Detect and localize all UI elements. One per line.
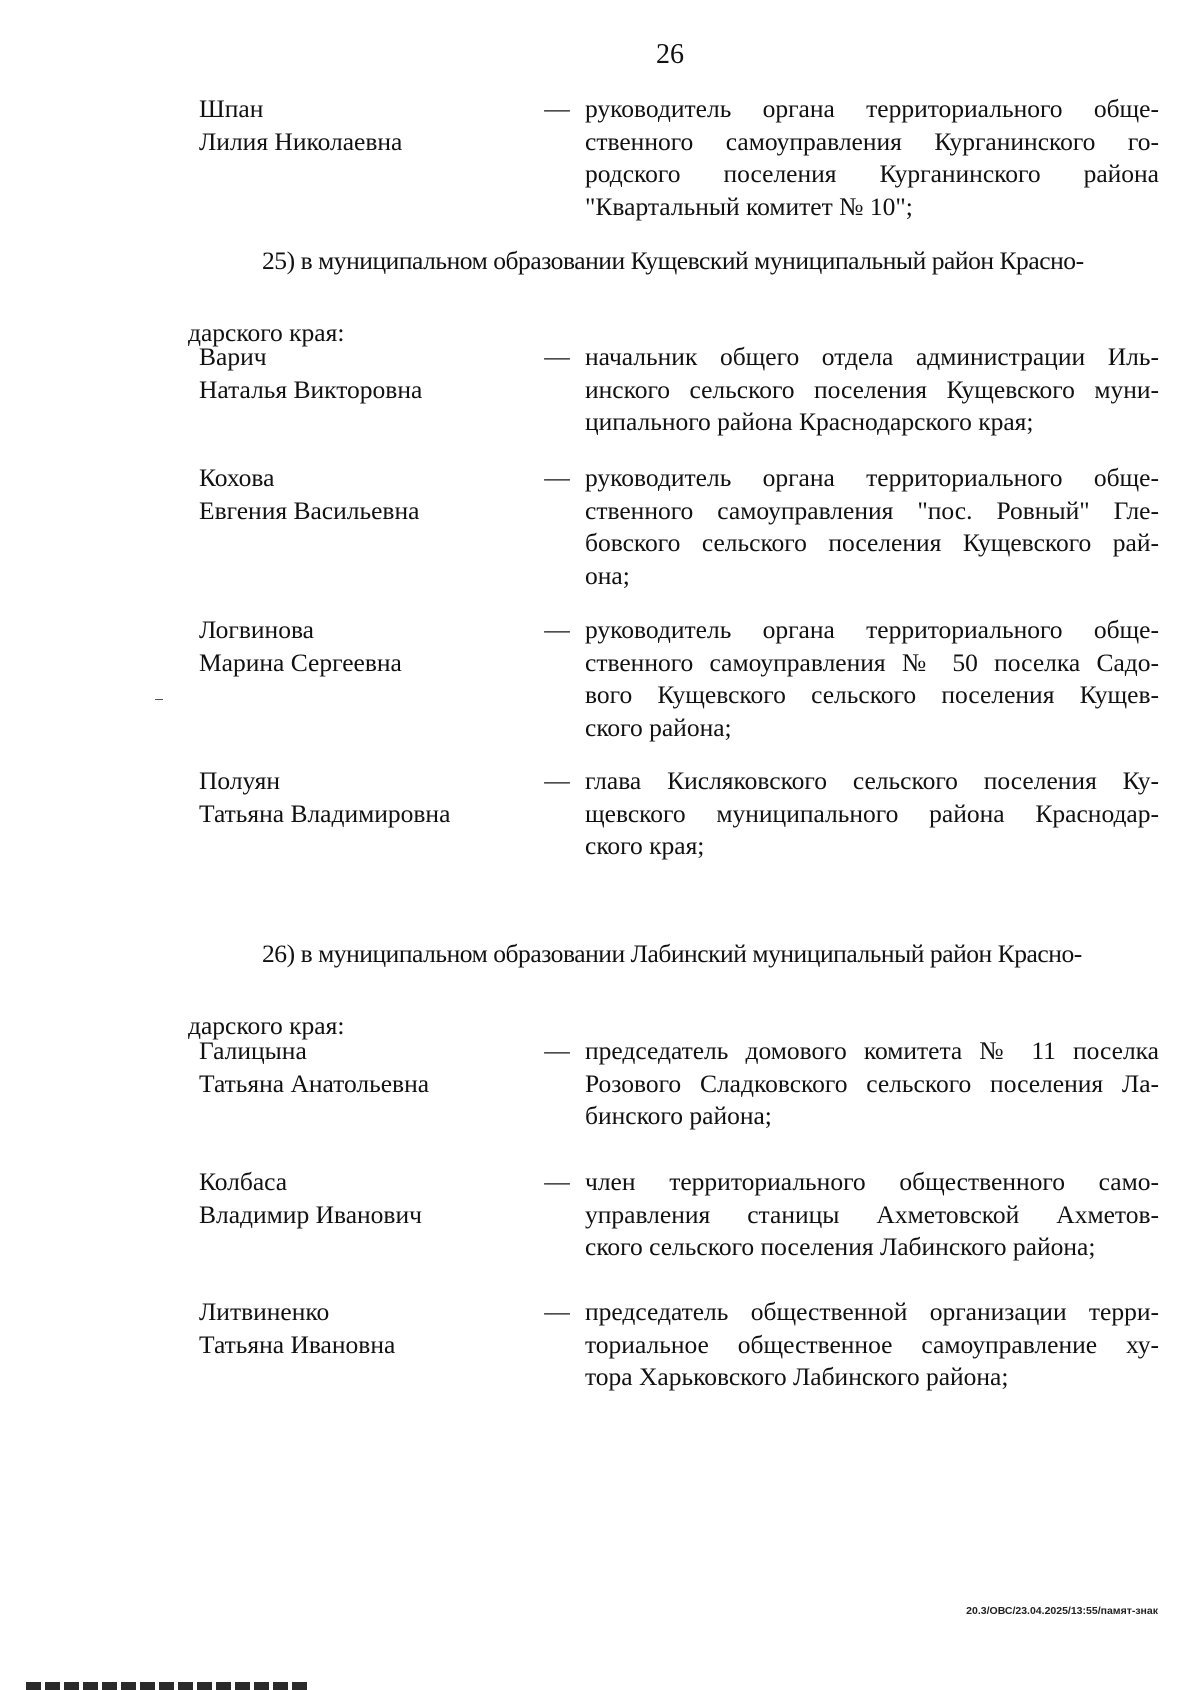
footer-document-code: 20.3/ОВС/23.04.2025/13:55/памят-знак [966, 1605, 1158, 1617]
section-heading-line: дарского края: [188, 1011, 345, 1040]
position-description [585, 93, 1159, 223]
given-names: Евгения Васильевна [199, 495, 420, 525]
description-line: председатель домового комитета № 11 поселка [585, 1036, 1159, 1065]
position-description [585, 1166, 1159, 1264]
description-line: вого Кущевского сельского поселения Кущев- [585, 680, 1159, 709]
dash: — [544, 615, 570, 644]
person-name [199, 93, 539, 158]
description-line: родского поселения Курганинского района [585, 159, 1159, 188]
given-names: Наталья Викторовна [199, 374, 423, 404]
section-heading [188, 938, 1159, 1042]
person-name [199, 341, 539, 406]
position-description [585, 765, 1159, 863]
person-name [199, 765, 539, 830]
scan-edge-artifact [26, 1682, 308, 1690]
person-name [199, 1296, 539, 1361]
section-heading [188, 245, 1159, 349]
surname: Шпан [199, 94, 264, 123]
surname: Колбаса [199, 1167, 288, 1196]
surname: Галицына [199, 1036, 307, 1065]
given-names: Татьяна Ивановна [199, 1329, 396, 1359]
dash: — [544, 463, 570, 492]
description-line: ского района; [585, 712, 732, 742]
description-line: инского сельского поселения Кущевского муни- [585, 374, 1159, 404]
description-line: начальник общего отдела администрации Иль- [585, 342, 1159, 371]
position-description [585, 1296, 1159, 1394]
description-line: ториальное общественное самоуправление ху- [585, 1329, 1159, 1359]
section-heading-line: 26) в муниципальном образовании Лабинский муниципальный район Красно- [262, 939, 1082, 968]
given-names: Татьяна Владимировна [199, 798, 451, 828]
dash: — [544, 1297, 570, 1326]
given-names: Марина Сергеевна [199, 647, 402, 677]
position-description [585, 614, 1159, 744]
surname: Кохова [199, 463, 275, 492]
surname: Варич [199, 342, 267, 371]
given-names: Татьяна Анатольевна [199, 1068, 430, 1098]
description-line: она; [585, 560, 630, 590]
dash: — [544, 1167, 570, 1196]
person-name [199, 1166, 539, 1231]
section-heading-line: 25) в муниципальном образовании Кущевский муниципальный район Красно- [262, 246, 1084, 275]
description-line: ственного самоуправления № 50 поселка Садо- [585, 647, 1159, 677]
description-line: глава Кисляковского сельского поселения Ку- [585, 766, 1159, 795]
description-line: ственного самоуправления Курганинского го- [585, 126, 1159, 156]
description-line: Розового Сладковского сельского поселения Ла- [585, 1068, 1159, 1098]
description-line: ского сельского поселения Лабинского района; [585, 1232, 1096, 1261]
description-line: "Квартальный комитет № 10"; [585, 191, 913, 221]
section-heading-line: дарского края: [188, 318, 345, 347]
description-line: управления станицы Ахметовской Ахметов- [585, 1199, 1159, 1229]
dash: — [544, 766, 570, 795]
description-line: руководитель органа территориального обще- [585, 94, 1159, 123]
surname: Полуян [199, 766, 281, 795]
description-line: ственного самоуправления "пос. Ровный" Гле- [585, 495, 1159, 525]
dash: — [544, 342, 570, 371]
scan-margin-mark [155, 699, 163, 700]
description-line: руководитель органа территориального обще- [585, 463, 1159, 492]
position-description [585, 462, 1159, 592]
surname: Логвинова [199, 615, 314, 644]
dash: — [544, 94, 570, 123]
description-line: тора Харьковского Лабинского района; [585, 1362, 1009, 1391]
given-names: Владимир Иванович [199, 1199, 422, 1229]
person-name [199, 462, 539, 527]
description-line: ского края; [585, 831, 705, 860]
description-line: руководитель органа территориального обще- [585, 615, 1159, 644]
person-name [199, 1035, 539, 1100]
description-line: бовского сельского поселения Кущевского рай- [585, 528, 1159, 557]
description-line: ципального района Краснодарского края; [585, 407, 1034, 436]
surname: Литвиненко [199, 1297, 330, 1326]
description-line: член территориального общественного само- [585, 1167, 1159, 1196]
given-names: Лилия Николаевна [199, 126, 403, 156]
description-line: бинского района; [585, 1101, 772, 1130]
position-description [585, 341, 1159, 439]
description-line: председатель общественной организации терри- [585, 1297, 1159, 1326]
page-number: 26 [656, 39, 684, 70]
description-line: щевского муниципального района Краснодар- [585, 798, 1159, 828]
person-name [199, 614, 539, 679]
dash: — [544, 1036, 570, 1065]
position-description [585, 1035, 1159, 1133]
